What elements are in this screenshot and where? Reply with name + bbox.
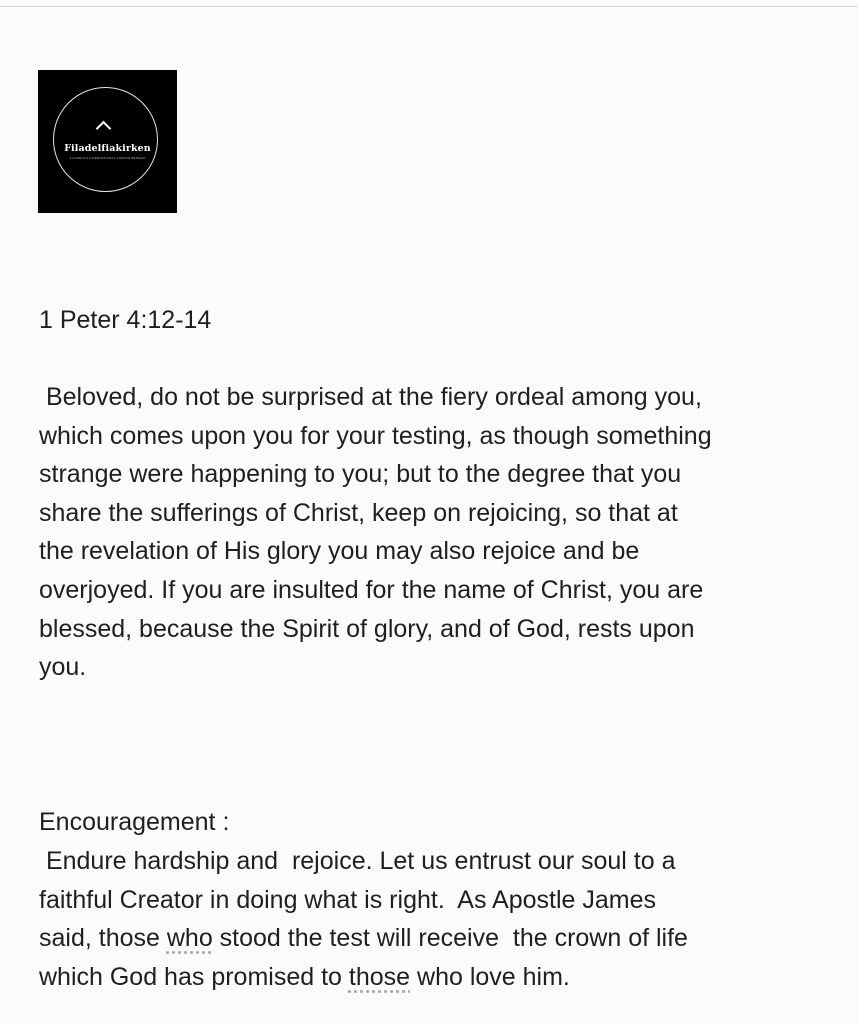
- underlined-word: who: [166, 924, 213, 953]
- passage-line: share the sufferings of Christ, keep on rejoicing, so that at: [39, 498, 678, 527]
- encouragement-line: faithful Creator in doing what is right. As Apostle James: [39, 885, 656, 914]
- encouragement-line: [39, 958, 839, 997]
- top-divider: [0, 6, 858, 7]
- underlined-word: those: [348, 962, 411, 991]
- encouragement-line: Endure hardship and rejoice. Let us entrust our soul to a: [39, 847, 676, 875]
- logo-subtitle: FILADELFIA INTERNATIONAL CHURCH BERGEN: [69, 156, 146, 160]
- passage-line: you.: [39, 653, 87, 682]
- church-logo: [38, 70, 177, 213]
- text-segment: who love him.: [410, 962, 570, 991]
- passage-line: the revelation of His glory you may also rejoice and be: [39, 537, 640, 566]
- text-segment: stood the test will receive the crown of life: [212, 924, 688, 953]
- encouragement-text: [39, 842, 839, 996]
- passage-line: overjoyed. If you are insulted for the name of Christ, you are: [39, 575, 704, 604]
- logo-name: Filadelfiakirken: [64, 143, 151, 154]
- passage-line: blessed, because the Spirit of glory, and of God, rests upon: [39, 614, 695, 643]
- scripture-reference: 1 Peter 4:12-14: [39, 306, 212, 334]
- passage-line: strange were happening to you; but to the degree that you: [39, 460, 682, 489]
- text-segment: which God has promised to: [39, 962, 349, 991]
- text-segment: said, those: [39, 924, 167, 953]
- passage-line: which comes upon you for your testing, as though something: [39, 421, 712, 450]
- encouragement-line: [39, 919, 839, 958]
- encouragement-heading: Encouragement :: [39, 808, 230, 836]
- passage-line: Beloved, do not be surprised at the fiery ordeal among you,: [39, 383, 702, 411]
- scripture-passage: [39, 378, 839, 687]
- logo-ring: [53, 87, 158, 192]
